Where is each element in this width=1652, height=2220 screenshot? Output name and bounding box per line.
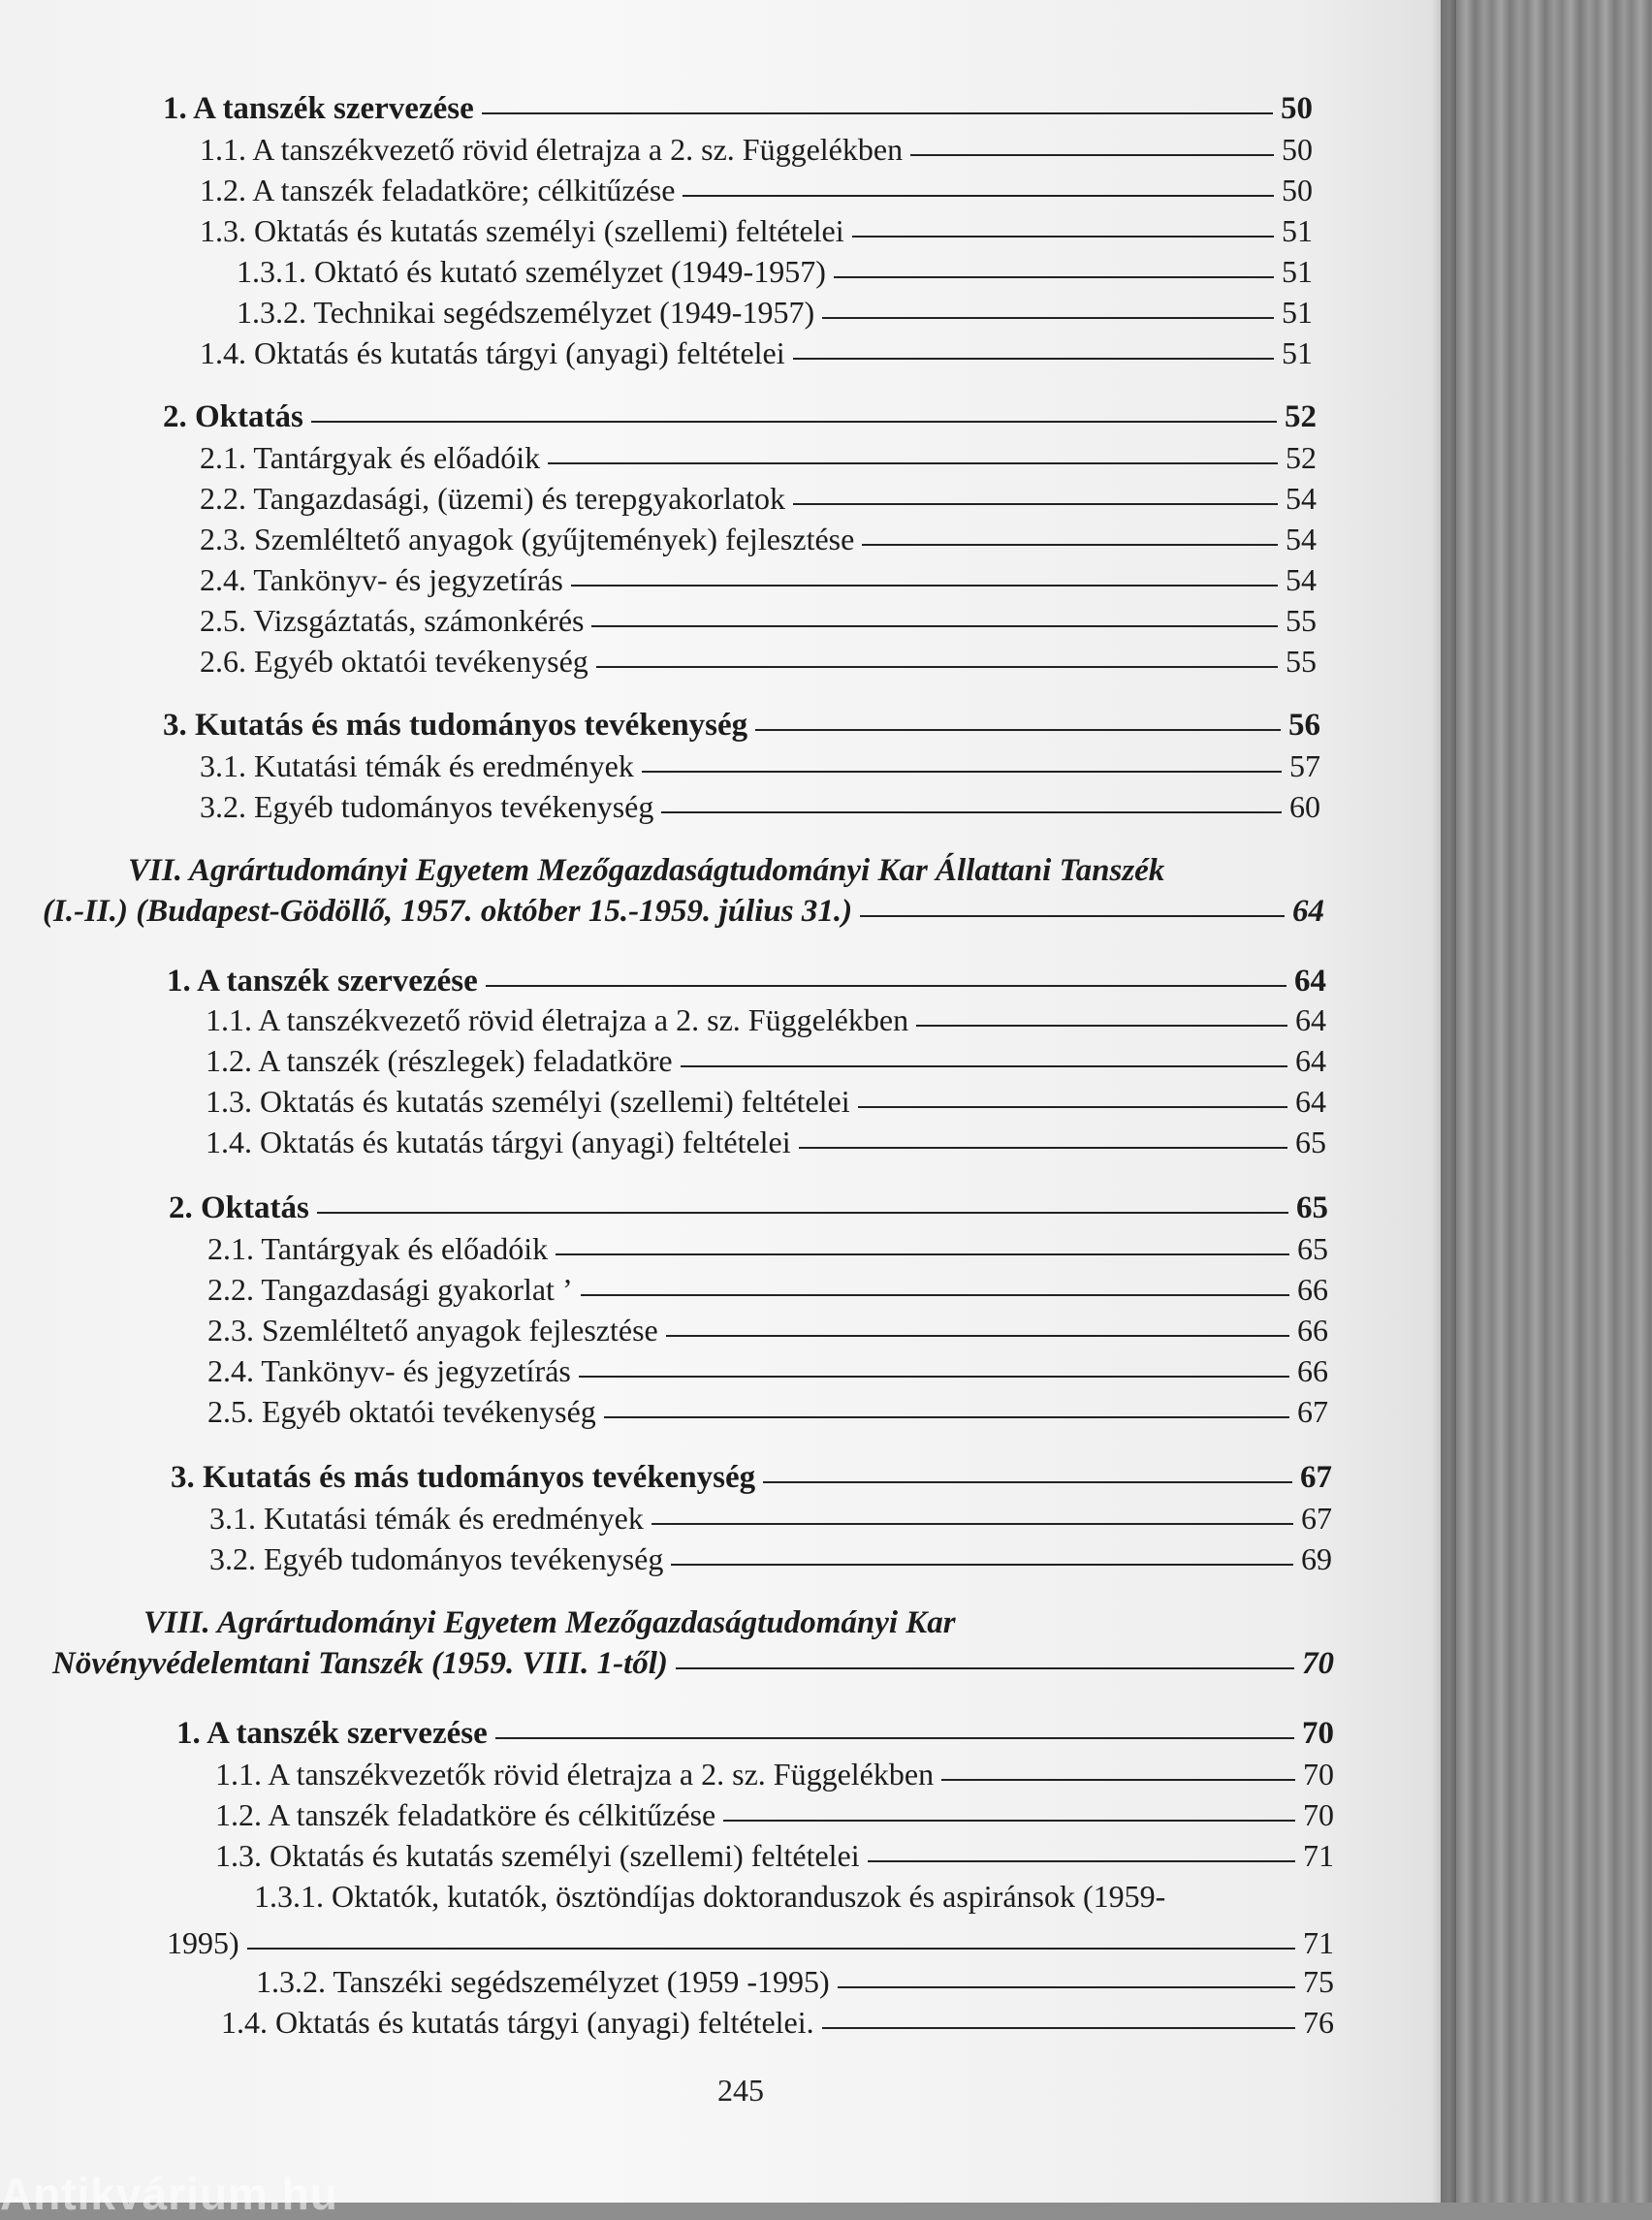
- chapter-heading-line: VII. Agrártudományi Egyetem Mezőgazdaságtudományi Kar Állattani Tanszék: [128, 853, 1165, 888]
- book-spine: [1441, 0, 1652, 2203]
- toc-entry-title: 1. A tanszék szervezése: [167, 964, 478, 999]
- toc-leader: [838, 1986, 1295, 1988]
- page-number: 245: [717, 2073, 764, 2108]
- toc-entry: [207, 1313, 1328, 1348]
- toc-entry-title: 3.1. Kutatási témák és eredmények: [209, 1501, 644, 1536]
- toc-leader: [671, 1564, 1293, 1566]
- toc-entry-page: 71: [1303, 1925, 1334, 1960]
- chapter-heading-page: 70: [1302, 1646, 1334, 1681]
- toc-entry-title: 3.2. Egyéb tudományos tevékenység: [200, 789, 654, 824]
- toc-entry-title: 2.3. Szemléltető anyagok fejlesztése: [207, 1313, 658, 1348]
- toc-entry-page: 51: [1282, 335, 1313, 370]
- toc-leader: [755, 729, 1281, 731]
- toc-leader: [676, 1667, 1294, 1669]
- toc-entry-title: 2.1. Tantárgyak és előadóik: [200, 440, 541, 475]
- toc-entry-page: 71: [1303, 1838, 1334, 1873]
- toc-entry: [163, 708, 1320, 744]
- toc-entry: [200, 789, 1320, 825]
- toc-entry-title: 1.2. A tanszék feladatköre és célkitűzése: [215, 1797, 716, 1832]
- toc-entry: [207, 1272, 1328, 1308]
- toc-entry-page: 65: [1297, 1231, 1328, 1266]
- toc-entry-title: 1995): [167, 1925, 239, 1960]
- toc-entry-page: 54: [1286, 562, 1317, 597]
- toc-entry-title: 1.4. Oktatás és kutatás tárgyi (anyagi) feltételei: [206, 1125, 791, 1159]
- toc-entry-title: 1.1. A tanszékvezető rövid életrajza a 2. sz. Függelékben: [206, 1002, 909, 1037]
- toc-entry-page: 55: [1286, 644, 1317, 679]
- toc-leader: [834, 276, 1274, 278]
- toc-leader: [910, 154, 1274, 156]
- toc-leader: [556, 1253, 1289, 1255]
- toc-entry-page: 52: [1285, 399, 1317, 434]
- toc-leader: [666, 1335, 1289, 1337]
- toc-entry: [200, 440, 1317, 476]
- toc-entry-page: 57: [1289, 748, 1320, 783]
- toc-leader: [661, 811, 1282, 813]
- toc-entry: [200, 213, 1313, 249]
- toc-entry-title: 1.3.2. Tanszéki segédszemélyzet (1959 -1995): [256, 1964, 830, 1999]
- toc-entry-page: 54: [1286, 522, 1317, 556]
- toc-leader: [723, 1820, 1295, 1822]
- toc-entry-page: 76: [1303, 2005, 1334, 2040]
- toc-entry-page: 64: [1295, 1084, 1326, 1119]
- toc-leader: [683, 195, 1274, 197]
- toc-entry-title: 2.2. Tangazdasági gyakorlat ’: [207, 1272, 573, 1307]
- chapter-heading-line: VIII. Agrártudományi Egyetem Mezőgazdaságtudományi Kar: [143, 1605, 956, 1640]
- toc-entry: [163, 91, 1313, 127]
- toc-entry: [167, 1925, 1334, 1961]
- toc-leader: [596, 666, 1278, 668]
- toc-leader: [486, 985, 1287, 987]
- toc-entry-title: 1.4. Oktatás és kutatás tárgyi (anyagi) feltételei.: [221, 2005, 814, 2040]
- toc-entry-page: 66: [1297, 1353, 1328, 1388]
- toc-entry: [163, 399, 1317, 435]
- toc-entry-page: 56: [1288, 708, 1320, 743]
- toc-entry-page: 66: [1297, 1272, 1328, 1307]
- toc-entry-title: 1.4. Oktatás és kutatás tárgyi (anyagi) feltételei: [200, 335, 785, 370]
- chapter-heading: [52, 1646, 1334, 1682]
- toc-entry-title: 1. A tanszék szervezése: [176, 1716, 488, 1751]
- toc-entry-title: 2.1. Tantárgyak és előadóik: [207, 1231, 549, 1266]
- toc-entry-title: 1. A tanszék szervezése: [163, 91, 474, 126]
- toc-leader: [858, 1106, 1287, 1108]
- toc-entry: [256, 1964, 1334, 2000]
- toc-leader: [548, 462, 1278, 464]
- toc-entry: [206, 1084, 1326, 1120]
- toc-leader: [604, 1416, 1289, 1418]
- toc-entry-page: 51: [1282, 295, 1313, 330]
- toc-entry: [237, 254, 1313, 290]
- toc-leader: [247, 1948, 1295, 1950]
- chapter-heading-title: (I.-II.) (Budapest-Gödöllő, 1957. október 15.-1959. július 31.): [43, 894, 853, 929]
- toc-entry: [200, 562, 1317, 598]
- toc-leader: [763, 1481, 1292, 1483]
- toc-leader: [799, 1147, 1287, 1149]
- toc-entry-page: 67: [1301, 1501, 1332, 1536]
- toc-leader: [793, 358, 1274, 360]
- toc-entry-page: 50: [1281, 91, 1313, 126]
- toc-entry: [215, 1757, 1334, 1792]
- toc-leader: [581, 1294, 1289, 1296]
- toc-entry: [171, 1460, 1332, 1496]
- toc-entry: [207, 1394, 1328, 1430]
- chapter-heading-title: Növényvédelemtani Tanszék (1959. VIII. 1-től): [52, 1646, 668, 1681]
- toc-entry-title: 1.3.2. Technikai segédszemélyzet (1949-1957): [237, 295, 815, 330]
- toc-entry-title: 2. Oktatás: [169, 1190, 309, 1225]
- toc-entry: [200, 522, 1317, 557]
- toc-entry-page: 66: [1297, 1313, 1328, 1348]
- toc-entry-page: 70: [1303, 1757, 1334, 1792]
- toc-entry: [207, 1353, 1328, 1389]
- toc-entry-page: 75: [1303, 1964, 1334, 1999]
- toc-entry-title: 1.2. A tanszék (részlegek) feladatköre: [206, 1043, 673, 1078]
- toc-entry: [200, 644, 1317, 680]
- toc-entry-title: 2.2. Tangazdasági, (üzemi) és terepgyakorlatok: [200, 481, 786, 516]
- toc-entry-title: 1.1. A tanszékvezetők rövid életrajza a 2. sz. Függelékben: [215, 1757, 935, 1792]
- toc-leader: [681, 1065, 1287, 1067]
- toc-entry-title: 2.4. Tankönyv- és jegyzetírás: [207, 1353, 571, 1388]
- toc-entry-page: 52: [1286, 440, 1317, 475]
- toc-entry: [200, 603, 1317, 639]
- toc-entry-page: 65: [1296, 1190, 1328, 1225]
- toc-leader: [591, 625, 1278, 627]
- toc-entry: [200, 173, 1313, 208]
- toc-entry: [200, 748, 1320, 784]
- toc-entry-page: 64: [1294, 964, 1326, 999]
- toc-leader: [495, 1737, 1294, 1739]
- toc-leader: [482, 112, 1273, 114]
- toc-leader: [860, 915, 1285, 917]
- toc-entry-title: 1.2. A tanszék feladatköre; célkitűzése: [200, 173, 676, 207]
- toc-entry-page: 51: [1282, 213, 1313, 248]
- toc-entry: [209, 1541, 1332, 1577]
- toc-entry-title: 1.3. Oktatás és kutatás személyi (szellemi) feltételei: [215, 1838, 860, 1873]
- toc-leader: [311, 421, 1277, 423]
- toc-entry-page: 54: [1286, 481, 1317, 516]
- toc-leader: [868, 1860, 1295, 1862]
- toc-entry: [209, 1501, 1332, 1537]
- toc-leader: [862, 544, 1278, 546]
- toc-leader: [916, 1025, 1287, 1027]
- toc-entry-page: 70: [1302, 1716, 1334, 1751]
- toc-leader: [852, 236, 1274, 238]
- toc-entry: [176, 1716, 1334, 1752]
- toc-entry-title: 2.4. Tankönyv- és jegyzetírás: [200, 562, 563, 597]
- toc-entry-title: 2.3. Szemléltető anyagok (gyűjtemények) fejlesztése: [200, 522, 855, 556]
- toc-entry: [221, 2005, 1334, 2041]
- toc-entry-title: 2.6. Egyéb oktatói tevékenység: [200, 644, 588, 679]
- toc-entry-title: 1.3.1. Oktató és kutató személyzet (1949-1957): [237, 254, 826, 289]
- toc-entry-title: 3.2. Egyéb tudományos tevékenység: [209, 1541, 664, 1576]
- toc-entry-title: 1.3. Oktatás és kutatás személyi (szellemi) feltételei: [200, 213, 844, 248]
- toc-entry-page: 60: [1289, 789, 1320, 824]
- toc-entry: [206, 1125, 1326, 1160]
- toc-entry-page: 67: [1297, 1394, 1328, 1429]
- toc-entry: [207, 1231, 1328, 1267]
- watermark: Antikvárium.hu: [0, 2169, 338, 2219]
- toc-entry: [200, 481, 1317, 517]
- chapter-heading: [43, 894, 1324, 930]
- toc-entry-page: 65: [1295, 1125, 1326, 1159]
- toc-leader: [579, 1376, 1289, 1378]
- toc-entry: [200, 132, 1313, 168]
- toc-entry-title: 3.1. Kutatási témák és eredmények: [200, 748, 634, 783]
- toc-entry-title: 1.3. Oktatás és kutatás személyi (szellemi) feltételei: [206, 1084, 850, 1119]
- toc-leader: [793, 503, 1278, 505]
- toc-entry-title: 2.5. Egyéb oktatói tevékenység: [207, 1394, 596, 1429]
- toc-entry: [200, 335, 1313, 371]
- toc-leader: [651, 1523, 1293, 1525]
- toc-entry-title: 3. Kutatás és más tudományos tevékenység: [171, 1460, 756, 1495]
- toc-entry-page: 51: [1282, 254, 1313, 289]
- toc-entry-page: 64: [1295, 1002, 1326, 1037]
- toc-leader: [822, 2027, 1295, 2029]
- toc-leader: [941, 1779, 1295, 1781]
- toc-entry: [206, 1043, 1326, 1079]
- toc-entry-title: 2. Oktatás: [163, 399, 303, 434]
- toc-entry: [215, 1797, 1334, 1833]
- toc-leader: [571, 585, 1278, 587]
- toc-leader: [317, 1212, 1288, 1214]
- chapter-heading-page: 64: [1292, 894, 1324, 929]
- toc-entry-title: 3. Kutatás és más tudományos tevékenység: [163, 708, 748, 743]
- toc-entry-title: 1.1. A tanszékvezető rövid életrajza a 2. sz. Függelékben: [200, 132, 904, 167]
- toc-entry: [206, 1002, 1326, 1038]
- toc-entry-page: 50: [1282, 132, 1313, 167]
- toc-entry-page: 50: [1282, 173, 1313, 207]
- toc-entry-page: 67: [1300, 1460, 1332, 1495]
- toc-entry-page: 70: [1303, 1797, 1334, 1832]
- toc-entry: [237, 295, 1313, 331]
- toc-leader: [822, 317, 1274, 319]
- toc-entry-page: 55: [1286, 603, 1317, 638]
- toc-entry-title: 2.5. Vizsgáztatás, számonkérés: [200, 603, 585, 638]
- toc-leader: [642, 771, 1282, 773]
- toc-entry: [215, 1838, 1334, 1874]
- toc-entry-wrapped-line: 1.3.1. Oktatók, kutatók, ösztöndíjas doktoranduszok és aspiránsok (1959-: [254, 1879, 1166, 1914]
- toc-entry: [169, 1190, 1328, 1226]
- toc-entry-page: 69: [1301, 1541, 1332, 1576]
- toc-entry-page: 64: [1295, 1043, 1326, 1078]
- toc-entry: [167, 964, 1326, 999]
- page-fold-shadow: [1431, 0, 1456, 2203]
